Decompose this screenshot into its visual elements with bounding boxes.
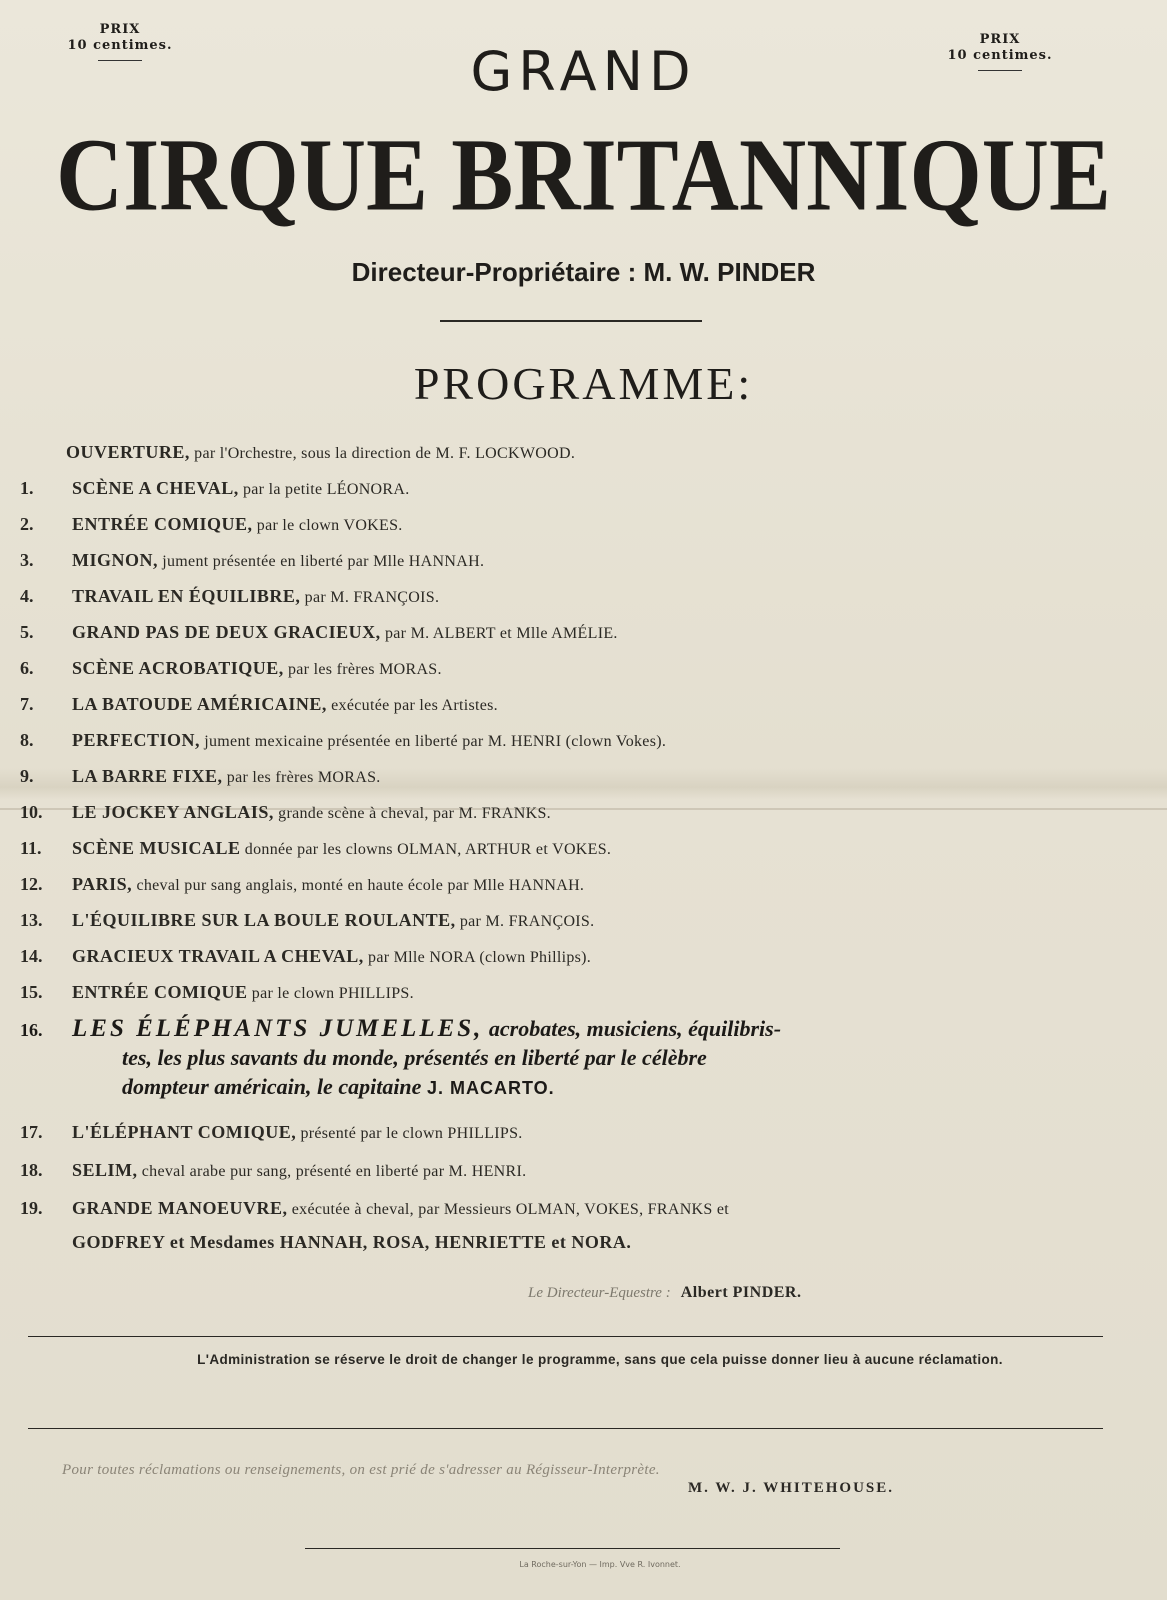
- item-number: 17.: [20, 1122, 43, 1142]
- item-desc: cheval arabe pur sang, présenté en liberté par M. HENRI.: [141, 1163, 527, 1180]
- item-title: SCÈNE A CHEVAL,: [72, 478, 239, 498]
- item-title: PARIS,: [72, 874, 133, 894]
- item-continuation: [72, 1232, 631, 1253]
- item-title: MIGNON,: [72, 550, 158, 570]
- item-desc: par le clown VOKES.: [256, 517, 403, 534]
- list-item: [20, 838, 611, 859]
- item-number: 14.: [20, 946, 43, 966]
- performer-name: J. MACARTO.: [426, 1078, 555, 1098]
- item-number: 1.: [20, 478, 34, 498]
- item-title: PERFECTION,: [72, 730, 201, 750]
- list-item: [20, 658, 442, 679]
- item-title: GRAND PAS DE DEUX GRACIEUX,: [72, 622, 381, 642]
- list-item: [20, 550, 484, 571]
- item-desc: par M. FRANÇOIS.: [304, 589, 440, 606]
- item-number: 9.: [20, 766, 34, 786]
- item-number: 12.: [20, 874, 43, 894]
- featured-line: tes, les plus savants du monde, présentés en liberté par le célèbre: [122, 1045, 707, 1070]
- item-title: LA BATOUDE AMÉRICAINE,: [72, 694, 327, 714]
- item-title: ENTRÉE COMIQUE,: [72, 514, 253, 534]
- contact-name: M. W. J. WHITEHOUSE.: [688, 1480, 895, 1496]
- item-desc: grande scène à cheval, par M. FRANKS.: [278, 805, 551, 822]
- divider: [28, 1336, 1103, 1337]
- item-desc: par M. FRANÇOIS.: [459, 913, 595, 930]
- divider: [28, 1428, 1103, 1429]
- item-title: ENTRÉE COMIQUE: [72, 982, 248, 1002]
- item-title: GRANDE MANOEUVRE,: [72, 1198, 288, 1218]
- price-amount: 10 centimes.: [947, 48, 1053, 63]
- list-item: [20, 514, 403, 535]
- item-number: 11.: [20, 838, 42, 858]
- signature-line: [528, 1284, 801, 1302]
- item-desc: exécutée par les Artistes.: [331, 697, 498, 714]
- programme-heading: PROGRAMME:: [413, 358, 754, 409]
- divider: [440, 320, 702, 322]
- item-desc: cheval pur sang anglais, monté en haute école par Mlle HANNAH.: [136, 877, 585, 894]
- item-title: SCÈNE MUSICALE: [72, 838, 241, 858]
- featured-line: [122, 1072, 555, 1103]
- item-title: LA BARRE FIXE,: [72, 766, 223, 786]
- printer-imprint: La Roche-sur-Yon — Imp. Vve R. Ivonnet.: [519, 1560, 681, 1569]
- item-title: L'ÉLÉPHANT COMIQUE,: [72, 1122, 297, 1142]
- item-number: 6.: [20, 658, 34, 678]
- contact-text: Pour toutes réclamations ou renseignements, on est prié de s'adresser au Régisseur-Interprète.: [62, 1462, 660, 1478]
- item-desc: par l'Orchestre, sous la direction de M. F. LOCKWOOD.: [194, 445, 576, 462]
- list-item: [20, 478, 410, 499]
- list-item-featured: [20, 1014, 781, 1045]
- item-title: LE JOCKEY ANGLAIS,: [72, 802, 274, 822]
- item-desc: par M. ALBERT et Mlle AMÉLIE.: [384, 625, 618, 642]
- notice-text: L'Administration se réserve le droit de changer le programme, sans que cela puisse donner lieu à aucune réclamation.: [197, 1352, 1003, 1367]
- item-title: TRAVAIL EN ÉQUILIBRE,: [72, 586, 301, 606]
- item-number: 15.: [20, 982, 43, 1002]
- item-desc: par les frères MORAS.: [287, 661, 442, 678]
- list-item: [20, 694, 498, 715]
- list-item: [20, 586, 439, 607]
- item-number: 16.: [20, 1020, 43, 1040]
- item-number: 7.: [20, 694, 34, 714]
- divider: [305, 1548, 840, 1549]
- list-item: [20, 730, 666, 751]
- item-number: 19.: [20, 1198, 43, 1218]
- item-title: SELIM,: [72, 1160, 138, 1180]
- item-title: LES ÉLÉPHANTS JUMELLES,: [72, 1015, 484, 1042]
- list-item: [20, 766, 381, 787]
- signature-role: Le Directeur-Equestre :: [528, 1285, 671, 1301]
- header-grand: GRAND: [470, 40, 697, 103]
- list-item: [20, 1198, 729, 1219]
- item-desc: par le clown PHILLIPS.: [251, 985, 414, 1002]
- item-title: SCÈNE ACROBATIQUE,: [72, 658, 284, 678]
- item-number: 3.: [20, 550, 34, 570]
- list-item: [20, 946, 591, 967]
- item-title: OUVERTURE,: [66, 442, 190, 462]
- item-desc: GODFREY et Mesdames HANNAH, ROSA, HENRIETTE et NORA.: [72, 1232, 632, 1252]
- item-desc: par les frères MORAS.: [226, 769, 381, 786]
- item-number: 13.: [20, 910, 43, 930]
- item-number: 2.: [20, 514, 34, 534]
- item-title: GRACIEUX TRAVAIL A CHEVAL,: [72, 946, 364, 966]
- list-item: [20, 622, 618, 643]
- price-amount: 10 centimes.: [67, 38, 173, 53]
- price-label: PRIX: [979, 32, 1021, 47]
- item-title: L'ÉQUILIBRE SUR LA BOULE ROULANTE,: [72, 910, 456, 930]
- price-label: PRIX: [99, 22, 141, 37]
- item-number: 5.: [20, 622, 34, 642]
- list-item: [20, 802, 551, 823]
- list-item: [20, 874, 584, 895]
- director-line: Directeur-Propriétaire : M. W. PINDER: [351, 257, 816, 287]
- featured-text: dompteur américain, le capitaine: [122, 1074, 422, 1099]
- item-desc: jument présentée en liberté par Mlle HANNAH.: [162, 553, 485, 570]
- item-number: 8.: [20, 730, 34, 750]
- item-desc: acrobates, musiciens, équilibris-: [488, 1016, 782, 1041]
- list-item: [20, 910, 594, 931]
- item-desc: par la petite LÉONORA.: [242, 481, 410, 498]
- item-desc: présenté par le clown PHILLIPS.: [300, 1125, 523, 1142]
- poster-title: CIRQUE BRITANNIQUE: [55, 117, 1111, 234]
- item-number: 4.: [20, 586, 34, 606]
- item-number: 18.: [20, 1160, 43, 1180]
- signature-name: Albert PINDER.: [680, 1284, 802, 1301]
- list-item-overture: [66, 442, 575, 463]
- item-desc: donnée par les clowns OLMAN, ARTHUR et VOKES.: [244, 841, 612, 858]
- list-item: [20, 1122, 523, 1143]
- list-item: [20, 982, 414, 1003]
- list-item: [20, 1160, 526, 1181]
- item-number: 10.: [20, 802, 43, 822]
- item-desc: jument mexicaine présentée en liberté par M. HENRI (clown Vokes).: [204, 733, 667, 750]
- item-desc: exécutée à cheval, par Messieurs OLMAN, VOKES, FRANKS et: [291, 1201, 730, 1218]
- item-desc: par Mlle NORA (clown Phillips).: [368, 949, 592, 966]
